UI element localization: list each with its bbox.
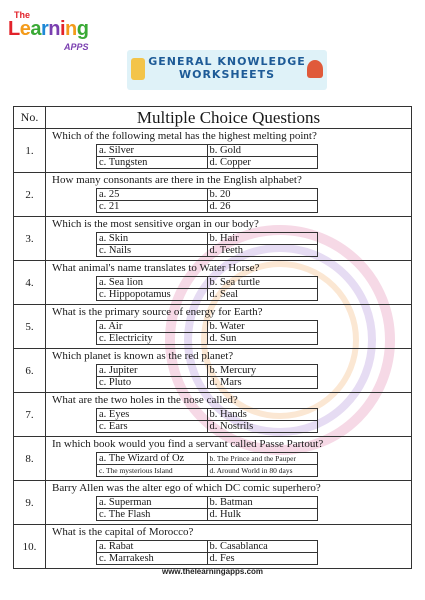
question-row xyxy=(14,217,412,261)
footer-website: www.thelearningapps.com xyxy=(161,567,264,576)
logo-letter: e xyxy=(19,18,31,40)
question-cell xyxy=(46,349,412,393)
answer-option[interactable]: b. Sea turtle xyxy=(207,277,318,289)
answer-option[interactable]: a. Eyes xyxy=(97,409,208,421)
question-number: 9. xyxy=(14,481,46,525)
answer-option[interactable]: a. Air xyxy=(97,321,208,333)
logo-letter: L xyxy=(8,18,20,40)
banner-line-2: WORKSHEETS xyxy=(178,68,276,81)
answer-option[interactable]: b. Mercury xyxy=(207,365,318,377)
questions-table xyxy=(13,106,412,569)
answer-option[interactable]: b. Hands xyxy=(207,409,318,421)
logo-letter: i xyxy=(59,18,66,40)
number-column-header: No. xyxy=(14,107,46,129)
answer-option[interactable]: c. Electricity xyxy=(97,333,208,345)
answer-option[interactable]: c. Hippopotamus xyxy=(97,289,208,301)
question-number: 10. xyxy=(14,525,46,569)
table-title: Multiple Choice Questions xyxy=(46,107,412,129)
question-cell xyxy=(46,481,412,525)
logo-letter: n xyxy=(65,18,77,40)
question-cell xyxy=(46,393,412,437)
question-row xyxy=(14,481,412,525)
pencil-icon xyxy=(131,58,145,80)
answer-option[interactable]: c. 21 xyxy=(97,201,208,213)
answer-option[interactable]: c. Marrakesh xyxy=(97,553,208,565)
worksheet-banner xyxy=(127,50,327,90)
answer-options xyxy=(96,144,318,169)
answer-options xyxy=(96,496,318,521)
answer-option[interactable]: c. Pluto xyxy=(97,377,208,389)
question-cell xyxy=(46,305,412,349)
logo-letter: a xyxy=(30,18,41,40)
globe-icon xyxy=(307,60,323,78)
answer-options xyxy=(96,452,318,477)
question-text: Barry Allen was the alter ego of which DC comic superhero? xyxy=(52,482,321,494)
question-cell xyxy=(46,525,412,569)
answer-option[interactable]: a. Silver xyxy=(97,145,208,157)
answer-options xyxy=(96,188,318,213)
answer-option[interactable]: d. Around World in 80 days xyxy=(207,465,318,477)
question-row xyxy=(14,525,412,569)
answer-option[interactable]: a. Skin xyxy=(97,233,208,245)
question-text: What is the primary source of energy for Earth? xyxy=(52,306,263,318)
question-text: How many consonants are there in the English alphabet? xyxy=(52,174,302,186)
answer-options xyxy=(96,408,318,433)
answer-option[interactable]: d. Hulk xyxy=(207,509,318,521)
answer-option[interactable]: a. 25 xyxy=(97,189,208,201)
banner-line-1: GENERAL KNOWLEDGE xyxy=(148,55,306,68)
logo-letter: r xyxy=(40,18,49,40)
answer-option[interactable]: c. Ears xyxy=(97,421,208,433)
logo-wordmark xyxy=(8,18,88,41)
logo-letter: n xyxy=(48,18,60,40)
answer-option[interactable]: b. Water xyxy=(207,321,318,333)
answer-option[interactable]: b. The Prince and the Pauper xyxy=(207,453,318,465)
answer-option[interactable]: a. Superman xyxy=(97,497,208,509)
answer-options xyxy=(96,540,318,565)
answer-option[interactable]: d. Seal xyxy=(207,289,318,301)
answer-option[interactable]: b. Gold xyxy=(207,145,318,157)
question-number: 3. xyxy=(14,217,46,261)
question-row xyxy=(14,349,412,393)
question-number: 5. xyxy=(14,305,46,349)
question-row xyxy=(14,437,412,481)
logo-bottom-text: APPS xyxy=(64,42,89,52)
question-text: Which planet is known as the red planet? xyxy=(52,350,234,362)
answer-option[interactable]: a. The Wizard of Oz xyxy=(97,453,208,465)
question-number: 2. xyxy=(14,173,46,217)
answer-option[interactable]: a. Rabat xyxy=(97,541,208,553)
answer-option[interactable]: d. Teeth xyxy=(207,245,318,257)
question-text: Which of the following metal has the highest melting point? xyxy=(52,130,317,142)
answer-options xyxy=(96,320,318,345)
logo-top-text: The xyxy=(14,10,31,20)
logo-letter: g xyxy=(76,18,89,40)
answer-option[interactable]: b. Hair xyxy=(207,233,318,245)
answer-option[interactable]: d. 26 xyxy=(207,201,318,213)
question-cell xyxy=(46,261,412,305)
answer-option[interactable]: a. Sea lion xyxy=(97,277,208,289)
answer-option[interactable]: c. Tungsten xyxy=(97,157,208,169)
question-row xyxy=(14,129,412,173)
answer-option[interactable]: c. Nails xyxy=(97,245,208,257)
question-row xyxy=(14,305,412,349)
question-text: What are the two holes in the nose called? xyxy=(52,394,238,406)
question-text: In which book would you find a servant called Passe Partout? xyxy=(52,438,324,450)
question-text: What is the capital of Morocco? xyxy=(52,526,194,538)
brand-logo xyxy=(8,8,104,58)
answer-option[interactable]: b. 20 xyxy=(207,189,318,201)
answer-option[interactable]: b. Batman xyxy=(207,497,318,509)
question-number: 1. xyxy=(14,129,46,173)
question-row xyxy=(14,261,412,305)
answer-option[interactable]: d. Sun xyxy=(207,333,318,345)
question-row xyxy=(14,173,412,217)
answer-option[interactable]: a. Jupiter xyxy=(97,365,208,377)
question-cell xyxy=(46,129,412,173)
answer-options xyxy=(96,276,318,301)
answer-option[interactable]: d. Nostrils xyxy=(207,421,318,433)
answer-option[interactable]: b. Casablanca xyxy=(207,541,318,553)
question-cell xyxy=(46,217,412,261)
question-text: Which is the most sensitive organ in our body? xyxy=(52,218,259,230)
answer-option[interactable]: c. The Flash xyxy=(97,509,208,521)
question-number: 6. xyxy=(14,349,46,393)
question-number: 4. xyxy=(14,261,46,305)
question-cell xyxy=(46,173,412,217)
table-header-row xyxy=(14,107,412,129)
question-number: 7. xyxy=(14,393,46,437)
question-number: 8. xyxy=(14,437,46,481)
answer-option[interactable]: d. Copper xyxy=(207,157,318,169)
answer-option[interactable]: d. Fes xyxy=(207,553,318,565)
question-text: What animal's name translates to Water Horse? xyxy=(52,262,260,274)
answer-option[interactable]: d. Mars xyxy=(207,377,318,389)
answer-option[interactable]: c. The mysterious Island xyxy=(97,465,208,477)
answer-options xyxy=(96,364,318,389)
question-cell xyxy=(46,437,412,481)
question-row xyxy=(14,393,412,437)
answer-options xyxy=(96,232,318,257)
